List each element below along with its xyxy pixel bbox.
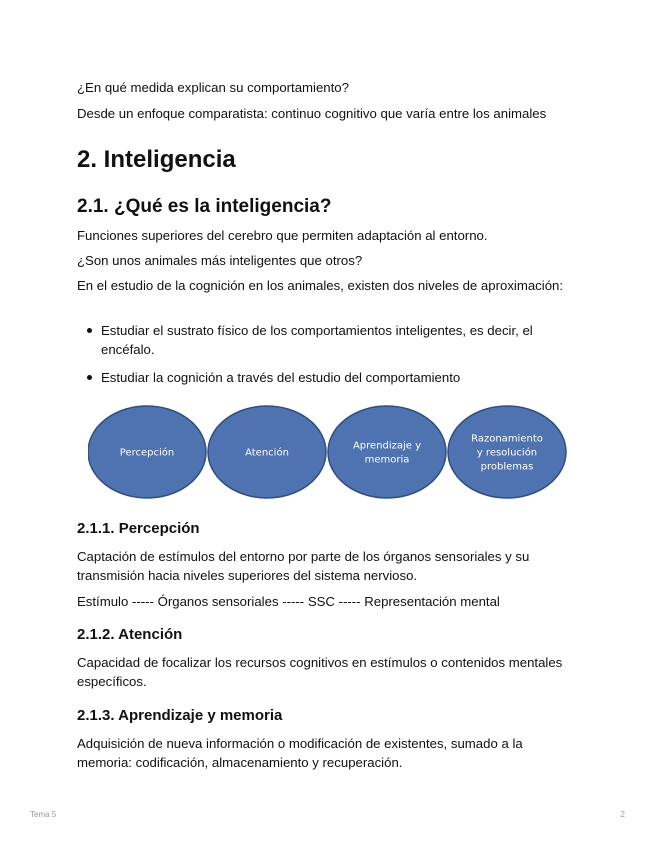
- percepcion-paragraph: Captación de estímulos del entorno por parte de los órganos sensoriales y su transmisión hacia niveles superiores del sistema nervioso.: [77, 549, 530, 583]
- paragraph-funciones: Funciones superiores del cerebro que permiten adaptación al entorno.: [77, 228, 488, 243]
- diagram-node-label: Percepción: [119, 447, 175, 459]
- cognition-diagram: [88, 403, 570, 501]
- aprendizaje-title: 2.1.3. Aprendizaje y memoria: [77, 707, 283, 724]
- paragraph-question: ¿Son unos animales más inteligentes que otros?: [77, 253, 363, 268]
- diagram-node-label: memoria: [364, 454, 410, 466]
- diagram-node: [88, 406, 206, 498]
- aprendizaje-paragraph: Adquisición de nueva información o modificación de existentes, sumado a la memoria: codificación, almacenamiento y recuperación.: [77, 736, 523, 770]
- intro-question: ¿En qué medida explican su comportamiento?: [77, 80, 349, 95]
- list-item: Estudiar el sustrato físico de los comportamientos inteligentes, es decir, el encéfalo.: [77, 321, 567, 359]
- paragraph-niveles: En el estudio de la cognición en los animales, existen dos niveles de aproximación:: [77, 278, 564, 293]
- diagram-node-label: y resolución: [476, 447, 538, 459]
- diagram-node-label: Atención: [245, 447, 289, 459]
- subsection-title: 2.1. ¿Qué es la inteligencia?: [77, 196, 332, 217]
- diagram-node-label: problemas: [480, 461, 534, 473]
- intro-statement: Desde un enfoque comparatista: continuo cognitivo que varía entre los animales: [77, 106, 547, 121]
- diagram-node-label: Aprendizaje y: [352, 440, 422, 452]
- diagram-node-shape: [328, 406, 446, 498]
- diagram-node: [328, 406, 446, 498]
- footer-page-number: 2: [620, 810, 625, 819]
- diagram-node: [208, 406, 326, 498]
- section-title: 2. Inteligencia: [77, 146, 236, 173]
- diagram-node-label: Razonamiento: [471, 433, 543, 445]
- diagram-node: [448, 406, 566, 498]
- percepcion-chain: Estímulo ----- Órganos sensoriales ----- SSC ----- Representación mental: [77, 594, 500, 609]
- atencion-paragraph: Capacidad de focalizar los recursos cognitivos en estímulos o contenidos mentales específicos.: [77, 655, 563, 689]
- footer-topic: Tema 5: [30, 810, 57, 819]
- atencion-title: 2.1.2. Atención: [77, 626, 183, 643]
- percepcion-title: 2.1.1. Percepción: [77, 520, 200, 537]
- approach-list: [77, 321, 567, 396]
- list-item: Estudiar la cognición a través del estudio del comportamiento: [77, 368, 567, 387]
